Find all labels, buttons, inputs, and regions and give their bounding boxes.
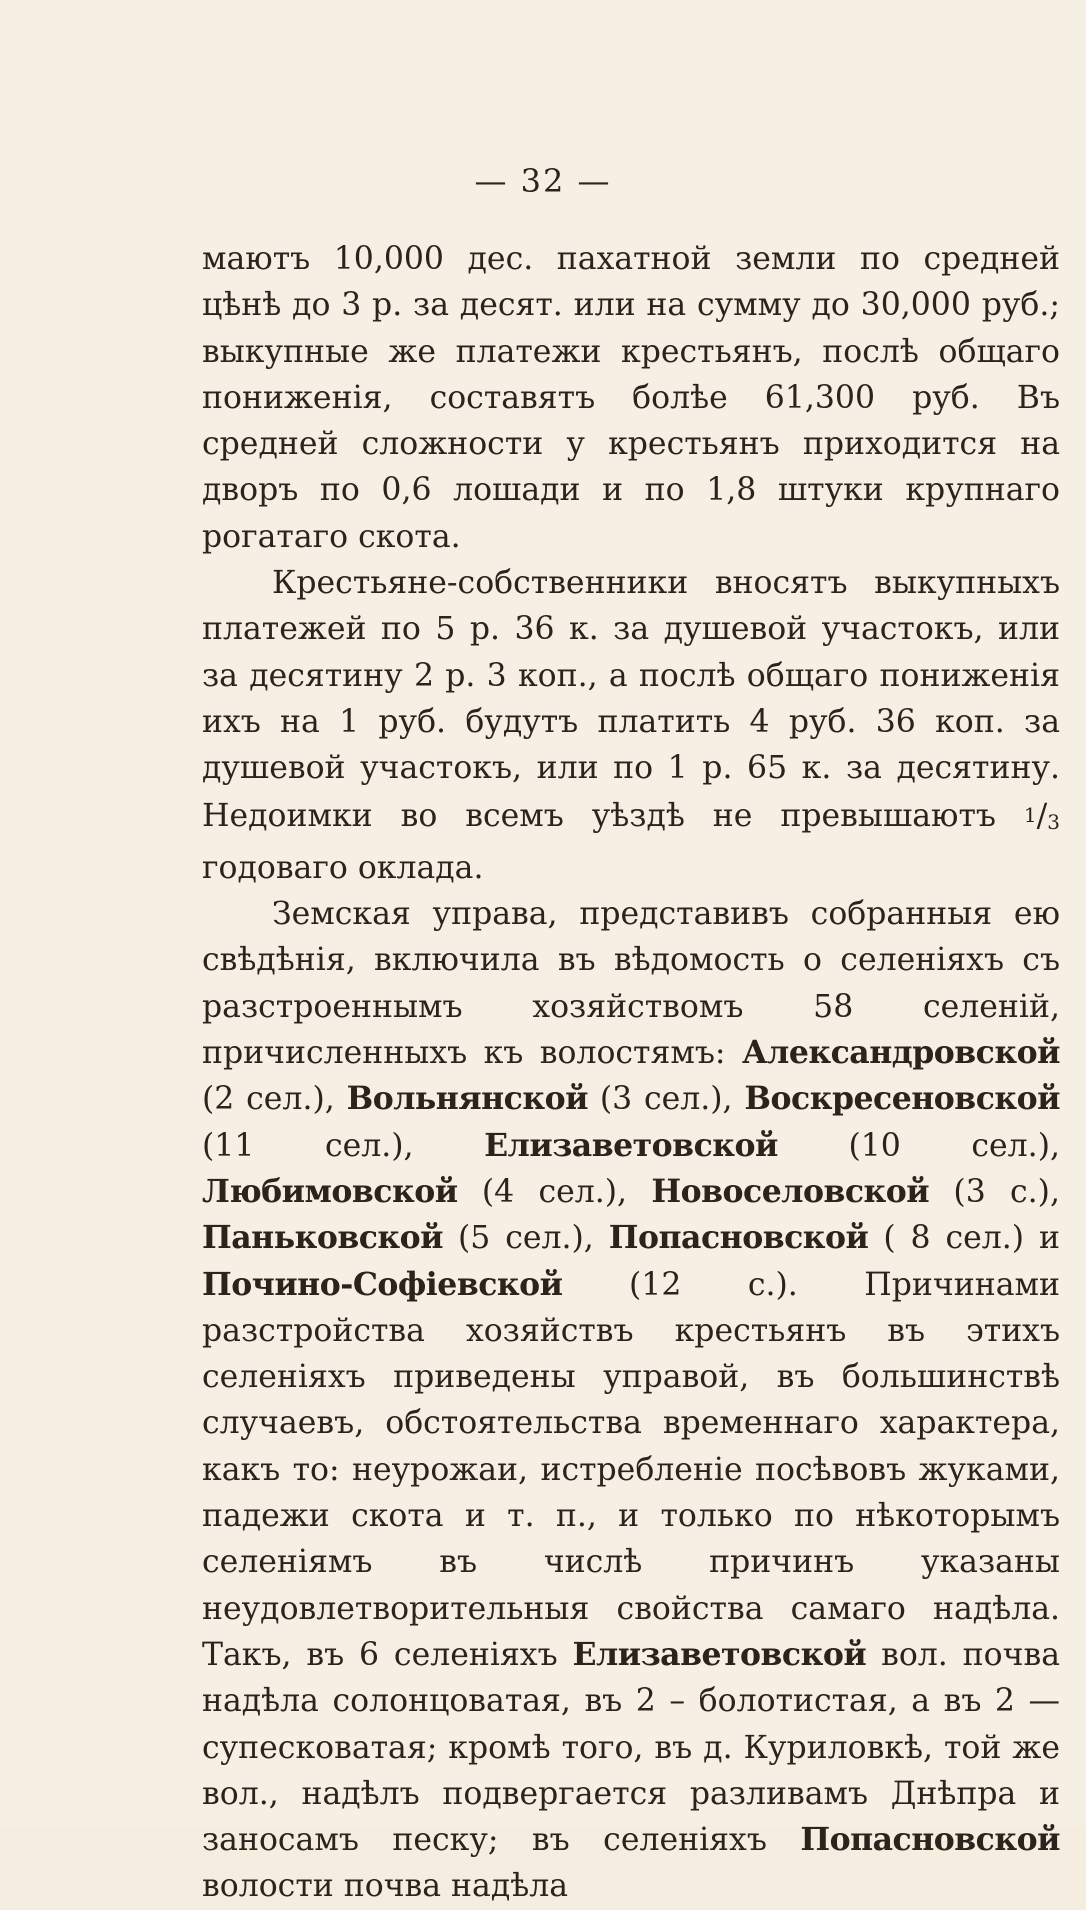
page-number: — 32 — (474, 162, 612, 200)
volost-name: Александровской (741, 1034, 1060, 1072)
paragraph-2-text-after: годоваго оклада. (202, 849, 484, 886)
paragraph-3-text: волости почва надѣла (202, 1868, 569, 1905)
volost-name: Попасновской (800, 1821, 1060, 1859)
paragraph-3-text: (10 сел.), (777, 1127, 1060, 1164)
volost-name: Новоселовской (651, 1172, 930, 1210)
paragraph-3-text: (11 сел.), (202, 1127, 485, 1164)
paragraph-3-text: вол. почва надѣла солонцоватая, въ 2 – болотистая, а въ 2 — супесковатая; кромѣ того, въ д. Куриловкѣ, той же вол., надѣлъ подвергается разливамъ Днѣпра и заносамъ песку; въ селеніяхъ (202, 1636, 1060, 1859)
paragraph-3-text: (5 сел.), (443, 1220, 609, 1257)
body-text (202, 236, 1060, 1910)
volost-name: Вольнянской (346, 1080, 588, 1118)
paragraph-3-text: (2 сел.), (202, 1081, 347, 1118)
fraction-numerator: 1 (1023, 802, 1037, 827)
paragraph-3-text: (12 с.). Причинами разстройства хозяйствъ крестьянъ въ этихъ селеніяхъ приведены управой, въ большинствѣ случаевъ, обстоятельства временнаго характера, какъ то: неурожаи, истребленіе посѣвовъ жуками, падежи скота и т. п., и только по нѣкоторымъ селеніямъ въ числѣ причинъ указаны неудовлетворительныя свойства самаго надѣла. Такъ, въ 6 селеніяхъ (202, 1266, 1060, 1673)
paragraph-3-text: (3 с.), (929, 1173, 1060, 1210)
paragraph-3-text: (3 сел.), (588, 1081, 745, 1118)
paragraph-3-text: (4 сел.), (457, 1173, 652, 1210)
volost-name: Почино-Софіевской (202, 1265, 563, 1303)
paragraph-3-text: Земская управа, представивъ собранныя ею свѣдѣнія, включила въ вѣдомость о селеніяхъ съ разстроеннымъ хозяйствомъ 58 селеній, причисленныхъ къ волостямъ: (202, 896, 1060, 1072)
paragraph-2-text-before: Крестьяне-собственники вносятъ выкупныхъ платежей по 5 р. 36 к. за душевой участокъ, или за десятину 2 р. 3 коп., а послѣ общаго пониженія ихъ на 1 руб. будутъ платить 4 руб. 36 коп. за душевой участокъ, или по 1 р. 65 к. за десятину. Недоимки во всемъ уѣздѣ не превышаютъ (202, 565, 1060, 834)
paragraph-2 (202, 560, 1060, 891)
volost-name: Любимовской (202, 1172, 458, 1210)
fraction-slash: / (1036, 797, 1048, 834)
volost-name: Паньковской (202, 1219, 444, 1257)
paragraph-1: маютъ 10,000 дес. пахатной земли по средней цѣнѣ до 3 р. за десят. или на сумму до 30,000 руб.; выкупные же платежи крестьянъ, послѣ общаго пониженія, составятъ болѣе 61,300 руб. Въ средней сложности у крестьянъ приходится на дворъ по 0,6 лошади и по 1,8 штуки крупнаго рогатаго скота. (202, 241, 1060, 555)
volost-name: Попасновской (608, 1219, 869, 1257)
paragraph-3-text: ( 8 сел.) и (868, 1220, 1060, 1257)
paragraph-3 (202, 891, 1060, 1910)
volost-name: Елизаветовской (572, 1635, 867, 1673)
fraction-denominator: 3 (1047, 809, 1060, 834)
volost-name: Воскресеновской (744, 1080, 1060, 1118)
volost-name: Елизаветовской (484, 1126, 778, 1164)
